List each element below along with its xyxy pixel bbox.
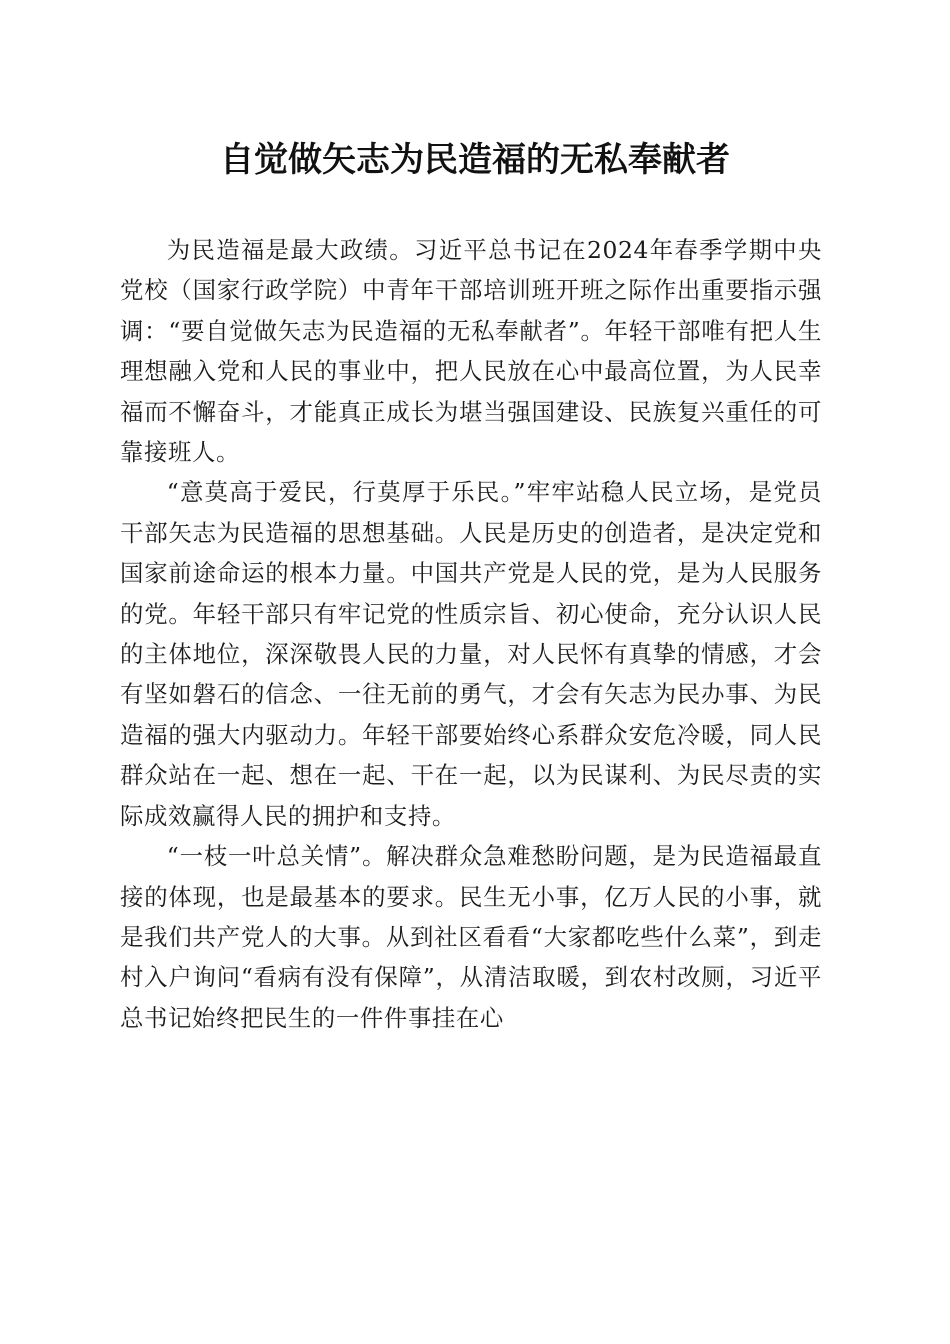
document-body xyxy=(120,230,822,1038)
paragraph: 为民造福是最大政绩。习近平总书记在2024年春季学期中央党校（国家行政学院）中青年干部培训班开班之际作出重要指示强调：“要自觉做矢志为民造福的无私奉献者”。年轻干部唯有把人生理想融入党和人民的事业中，把人民放在心中最高位置，为人民幸福而不懈奋斗，才能真正成长为堪当强国建设、民族复兴重任的可靠接班人。 xyxy=(120,236,822,467)
paragraph: “意莫高于爱民，行莫厚于乐民。”牢牢站稳人民立场，是党员干部矢志为民造福的思想基础。人民是历史的创造者，是决定党和国家前途命运的根本力量。中国共产党是人民的党，是为人民服务的党。年轻干部只有牢记党的性质宗旨、初心使命，充分认识人民的主体地位，深深敬畏人民的力量，对人民怀有真挚的情感，才会有坚如磐石的信念、一往无前的勇气，才会有矢志为民办事、为民造福的强大内驱动力。年轻干部要始终心系群众安危冷暖，同人民群众站在一起、想在一起、干在一起，以为民谋利、为民尽责的实际成效赢得人民的拥护和支持。 xyxy=(120,478,822,830)
paragraph: “一枝一叶总关情”。解决群众急难愁盼问题，是为民造福最直接的体现，也是最基本的要求。民生无小事，亿万人民的小事，就是我们共产党人的大事。从到社区看看“大家都吃些什么菜”，到走村入户询问“看病有没有保障”，从清洁取暖，到农村改厕，习近平总书记始终把民生的一件件事挂在心 xyxy=(120,842,822,1032)
document-title: 自觉做矢志为民造福的无私奉献者 xyxy=(220,140,730,180)
